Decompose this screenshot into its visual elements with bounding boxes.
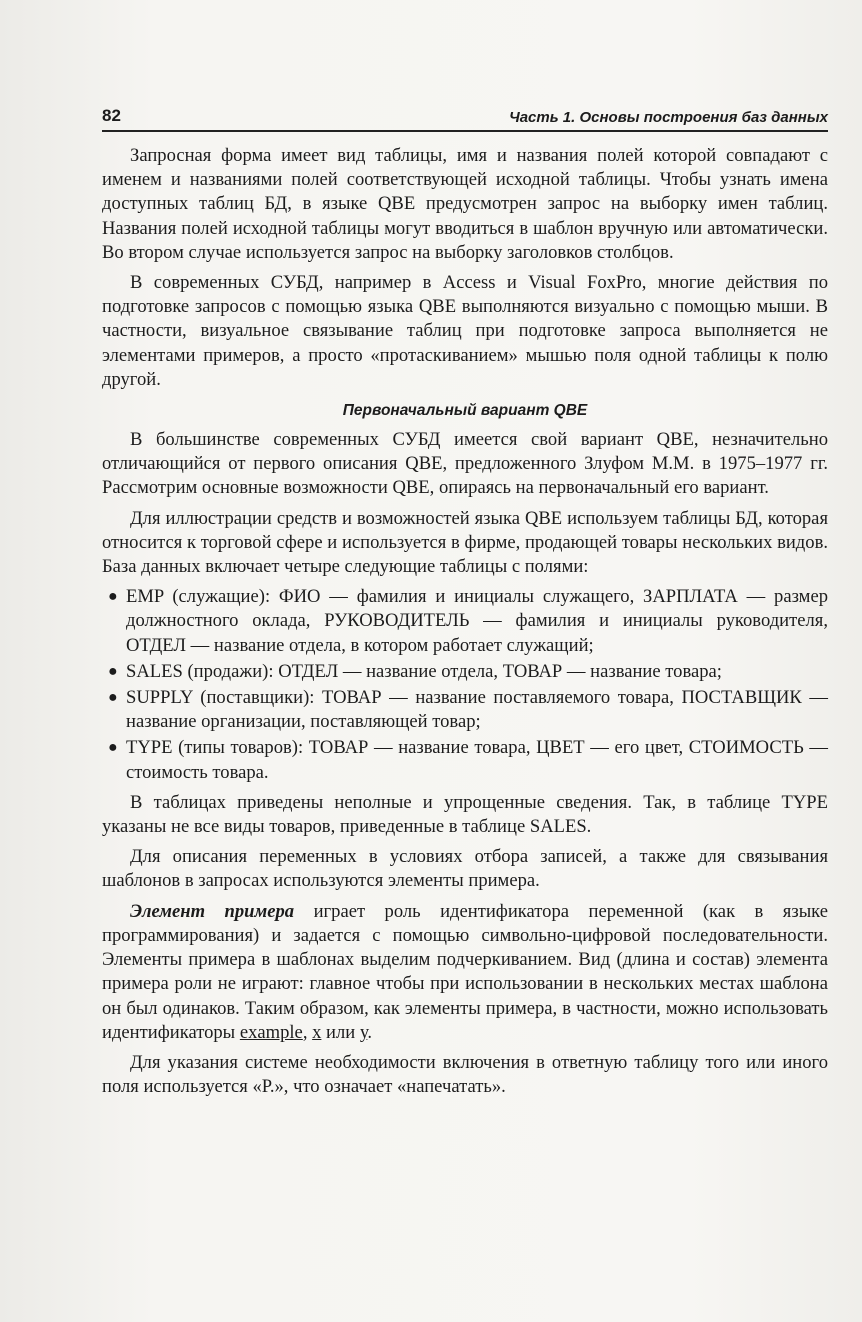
bullet-icon: ●: [108, 588, 118, 606]
list-item-text: SUPPLY (поставщики): ТОВАР — название поставляемого товара, ПОСТАВЩИК — название организации, поставляющей товар;: [126, 687, 828, 733]
list-item: [108, 660, 828, 684]
paragraph-text: играет роль идентификатора переменной (как в языке программирования) и задается с помощью символьно-цифровой последовательности. Элементы примера в шаблонах выделим подчеркиванием. Вид (длина и состав) элемента примера роли не играют: главное чтобы при использовании в нескольких местах шаблона он был одинаков. Таким образом, как элементы примера, в частности, можно использовать идентификаторы: [102, 900, 829, 1043]
running-head: [102, 106, 828, 132]
list-item: [108, 585, 828, 658]
list-item: [108, 736, 828, 784]
bullet-icon: ●: [108, 739, 118, 757]
sentence-end: .: [367, 1021, 372, 1043]
separator: ,: [302, 1021, 313, 1043]
bullet-icon: ●: [108, 689, 118, 707]
page-number: 82: [102, 106, 121, 125]
paragraph-qbe-variants: В большинстве современных СУБД имеется свой вариант QBE, незначительно отличающийся от первого описания QBE, предложенного Злуфом М.М. в 1975–1977 гг. Рассмотрим основные возможности QBE, опираясь на первоначальный его вариант.: [102, 429, 828, 499]
paragraph-print-command: Для указания системе необходимости включения в ответную таблицу того или иного поля используется «Р.», что означает «напечатать».: [102, 1051, 828, 1098]
paragraph-incomplete-data: В таблицах приведены неполные и упрощенные сведения. Так, в таблице TYPE указаны не все виды товаров, приведенные в таблице SALES.: [102, 791, 828, 838]
term-example-element: Элемент примера: [130, 900, 295, 922]
section-heading: Первоначальный вариант QBE: [342, 402, 588, 420]
separator: или: [321, 1021, 360, 1043]
identifier-x: х: [312, 1021, 322, 1043]
bullet-icon: ●: [108, 662, 118, 680]
identifier-y: у: [359, 1021, 368, 1043]
paragraph-modern-dbms: В современных СУБД, например в Access и Visual FoxPro, многие действия по подготовке запросов с помощью языка QBE выполняются визуально с помощью мыши. В частности, визуальное связывание таблиц при подготовке запроса выполняется не элементами примеров, а просто «протаскиванием» мышью поля одной таблицы к полю другой.: [102, 272, 828, 390]
paragraph-example-element: [102, 900, 828, 1045]
list-item-text: TYPE (типы товаров): ТОВАР — название товара, ЦВЕТ — его цвет, СТОИМОСТЬ — стоимость товара.: [126, 737, 828, 783]
table-list: [102, 585, 828, 785]
list-item: [108, 686, 828, 734]
list-item-text: SALES (продажи): ОТДЕЛ — название отдела, ТОВАР — название товара;: [126, 660, 722, 682]
paragraph-query-form: Запросная форма имеет вид таблицы, имя и названия полей которой совпадают с именем и названиями полей соответствующей исходной таблицы. Чтобы узнать имена доступных таблиц БД, в языке QBE предусмотрен запрос на выборку имен таблиц. Названия полей исходной таблицы могут вводиться в шаблон вручную или автоматически. Во втором случае используется запрос на выборку заголовков столбцов.: [102, 145, 828, 263]
identifier-example: example: [239, 1021, 303, 1043]
list-item-text: EMP (служащие): ФИО — фамилия и инициалы служащего, ЗАРПЛАТА — размер должностного оклада, РУКОВОДИТЕЛЬ — фамилия и инициалы руководителя, ОТДЕЛ — название отдела, в котором работает служащий;: [126, 586, 828, 656]
paragraph-variables: Для описания переменных в условиях отбора записей, а также для связывания шаблонов в запросах используются элементы примера.: [102, 846, 828, 892]
chapter-title: Часть 1. Основы построения баз данных: [509, 109, 828, 126]
paragraph-illustration: Для иллюстрации средств и возможностей языка QBE используем таблицы БД, которая относится к торговой сфере и используется в фирме, продающей товары нескольких видов. База данных включает четыре следующие таблицы с полями:: [102, 507, 828, 578]
